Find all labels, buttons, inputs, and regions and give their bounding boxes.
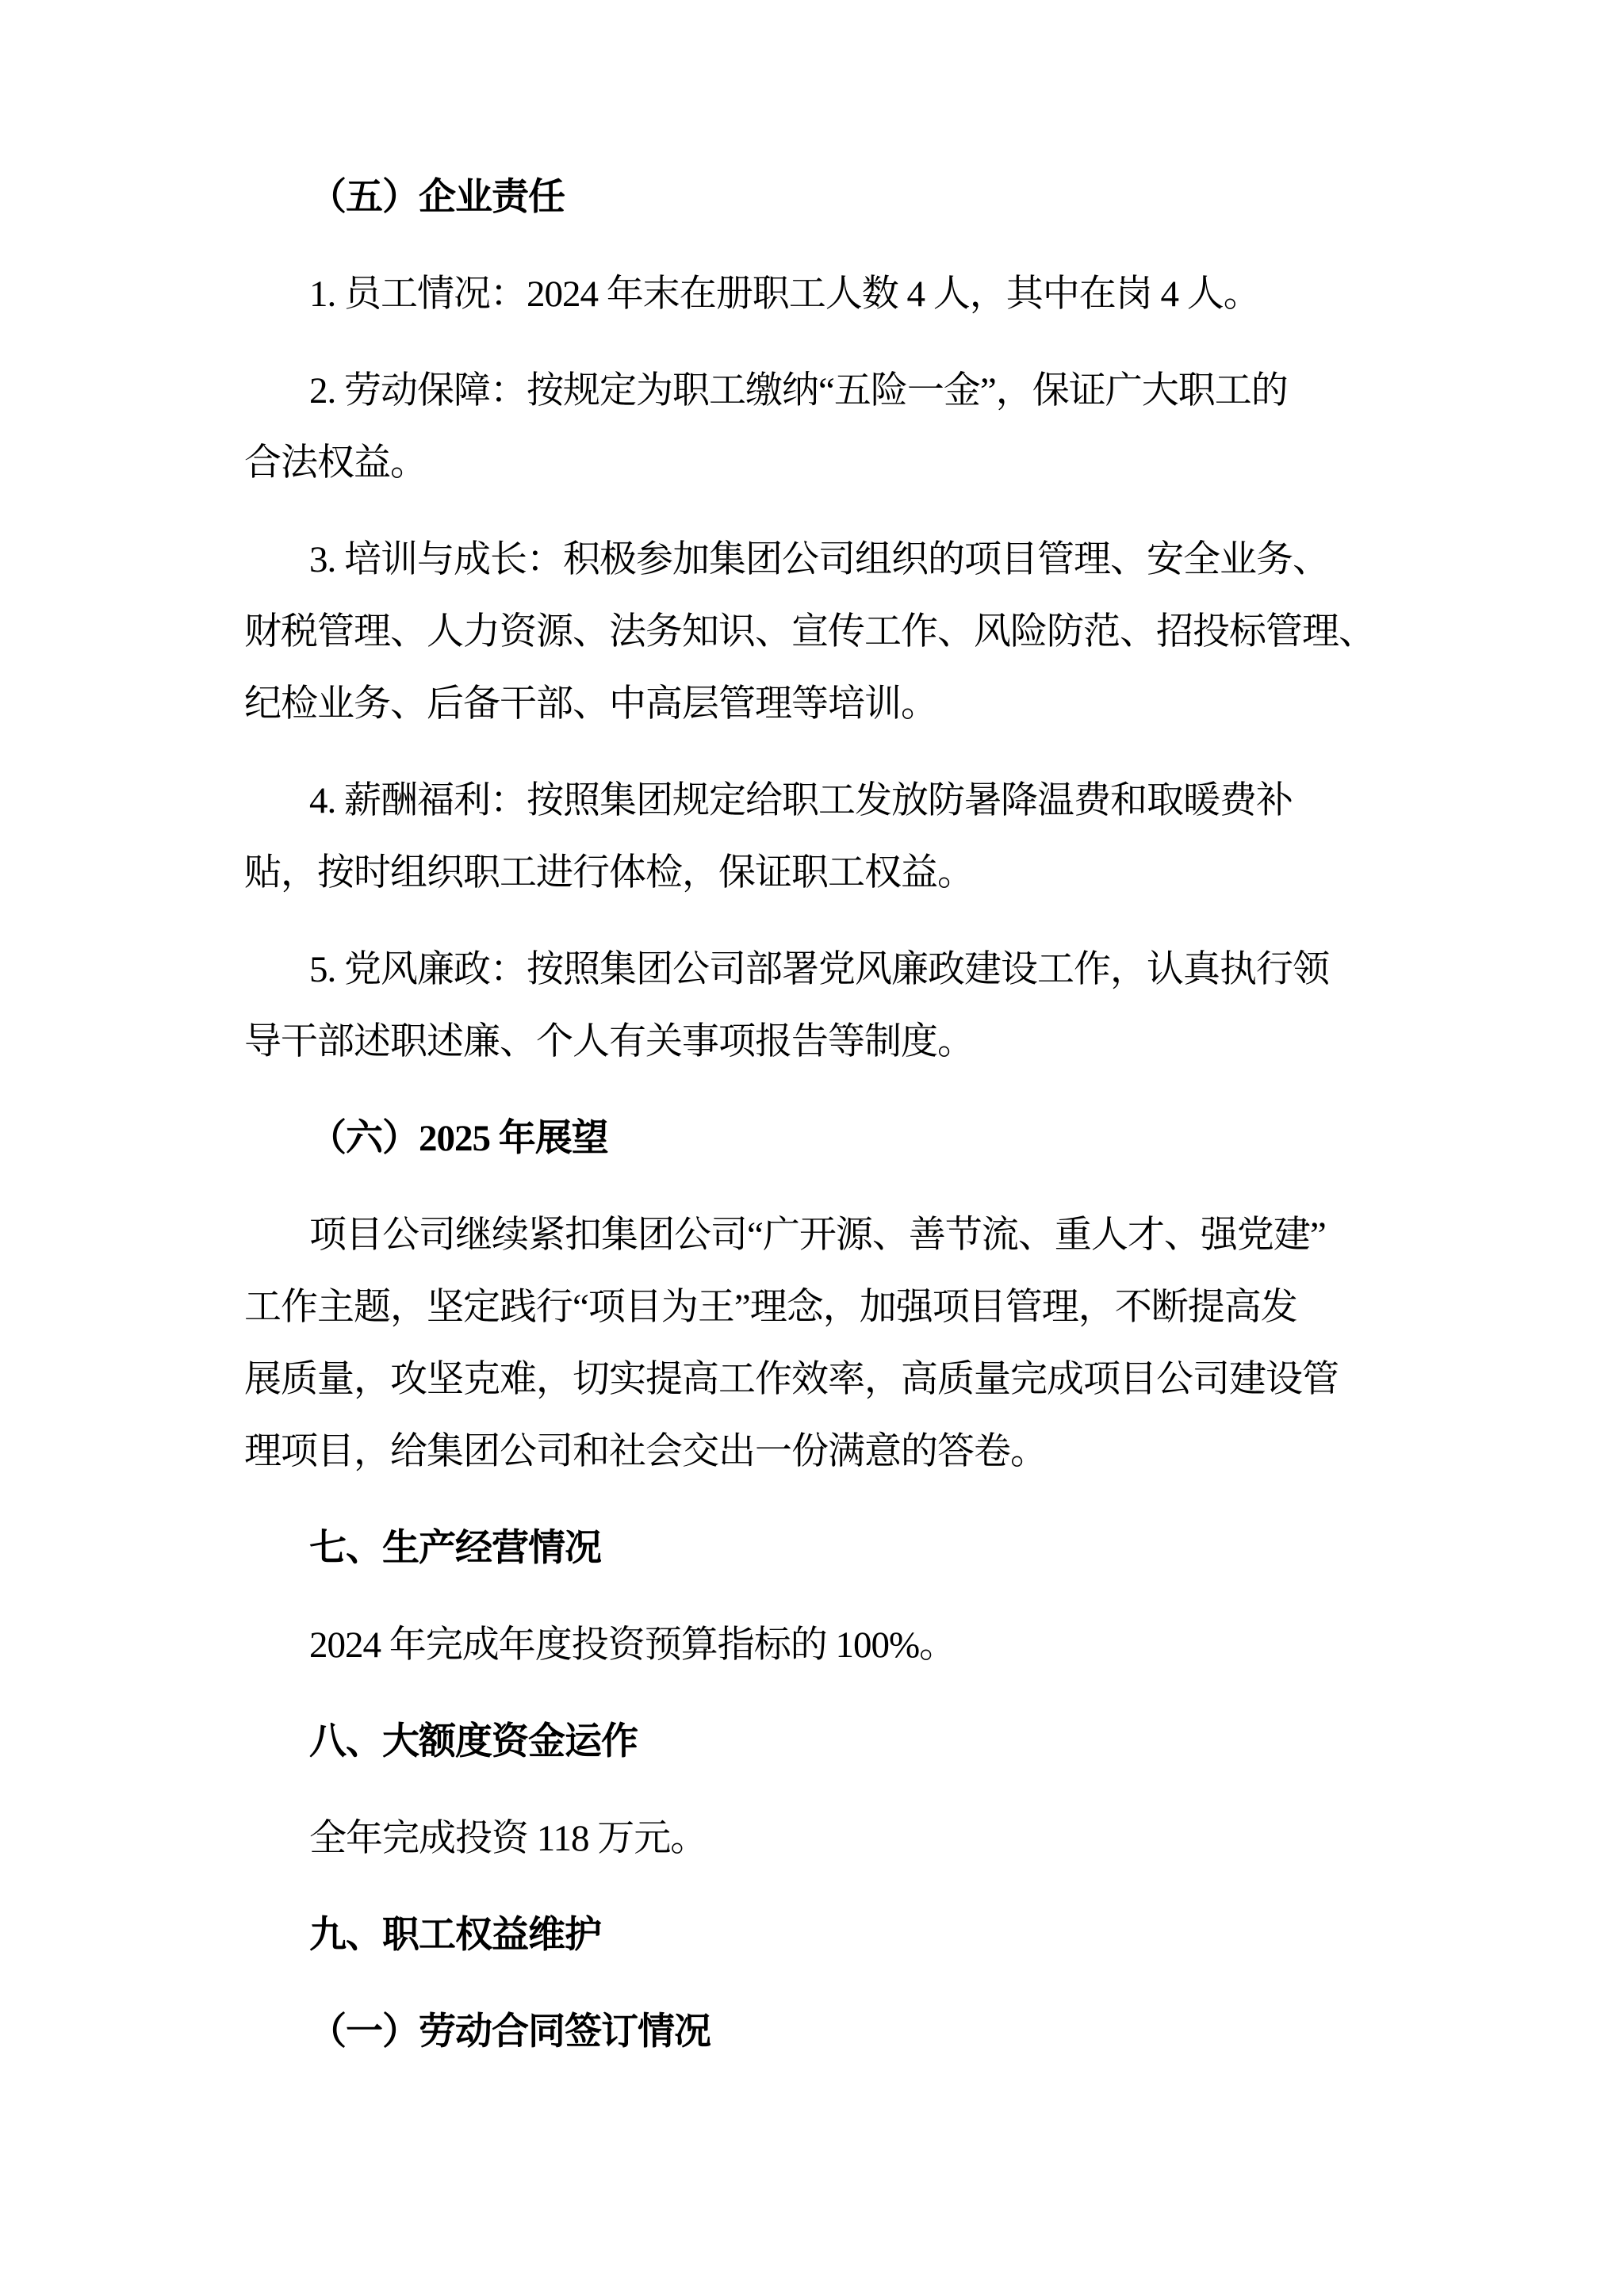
body-text-line: 2024 年完成年度投资预算指标的 100%。 — [309, 1624, 956, 1666]
heading-line: 七、生产经营情况 — [309, 1528, 601, 1569]
section-heading — [244, 1900, 1386, 1972]
body-paragraph — [244, 934, 1386, 1078]
body-text-line: 2. 劳动保障：按规定为职工缴纳“五险一金”，保证广大职工的 — [309, 370, 1288, 411]
body-paragraph — [244, 765, 1386, 909]
body-text-line: 4. 薪酬福利：按照集团规定给职工发放防暑降温费和取暖费补 — [309, 780, 1293, 821]
body-text-line: 贴，按时组织职工进行体检，保证职工权益。 — [244, 852, 974, 894]
heading-line: 八、大额度资金运作 — [309, 1721, 638, 1762]
body-text-line: 纪检业务、后备干部、中高层管理等培训。 — [244, 683, 937, 725]
heading-line: 九、职工权益维护 — [309, 1915, 601, 1956]
heading-line: （六）2025 年展望 — [309, 1118, 608, 1159]
body-paragraph — [244, 355, 1386, 499]
body-paragraph — [244, 1803, 1386, 1875]
body-text-line: 工作主题，坚定践行“项目为王”理念，加强项目管理，不断提高发 — [244, 1287, 1297, 1328]
body-text-line: 5. 党风廉政：按照集团公司部署党风廉政建设工作，认真执行领 — [309, 949, 1329, 990]
body-text-line: 展质量，攻坚克难，切实提高工作效率，高质量完成项目公司建设管 — [244, 1359, 1339, 1400]
heading-line: （一）劳动合同签订情况 — [309, 2011, 710, 2053]
section-heading — [244, 162, 1386, 234]
section-heading — [244, 1996, 1386, 2068]
section-heading — [244, 1706, 1386, 1778]
section-heading — [244, 1513, 1386, 1585]
body-text-line: 全年完成投资 118 万元。 — [309, 1818, 707, 1859]
body-text-line: 合法权益。 — [244, 442, 427, 484]
body-paragraph — [244, 258, 1386, 331]
body-paragraph — [244, 524, 1386, 740]
body-text-line: 财税管理、人力资源、法务知识、宣传工作、风险防范、招投标管理、 — [244, 611, 1375, 652]
document-content — [244, 162, 1386, 2093]
heading-line: （五）企业责任 — [309, 177, 565, 218]
body-text-line: 3. 培训与成长：积极参加集团公司组织的项目管理、安全业务、 — [309, 539, 1329, 580]
section-heading — [244, 1103, 1386, 1175]
body-text-line: 1. 员工情况：2024 年末在册职工人数 4 人，其中在岗 4 人。 — [309, 274, 1260, 315]
body-paragraph — [244, 1200, 1386, 1488]
body-text-line: 导干部述职述廉、个人有关事项报告等制度。 — [244, 1021, 974, 1062]
body-text-line: 项目公司继续紧扣集团公司“广开源、善节流、重人才、强党建” — [309, 1215, 1326, 1256]
body-text-line: 理项目，给集团公司和社会交出一份满意的答卷。 — [244, 1431, 1047, 1472]
body-paragraph — [244, 1609, 1386, 1682]
